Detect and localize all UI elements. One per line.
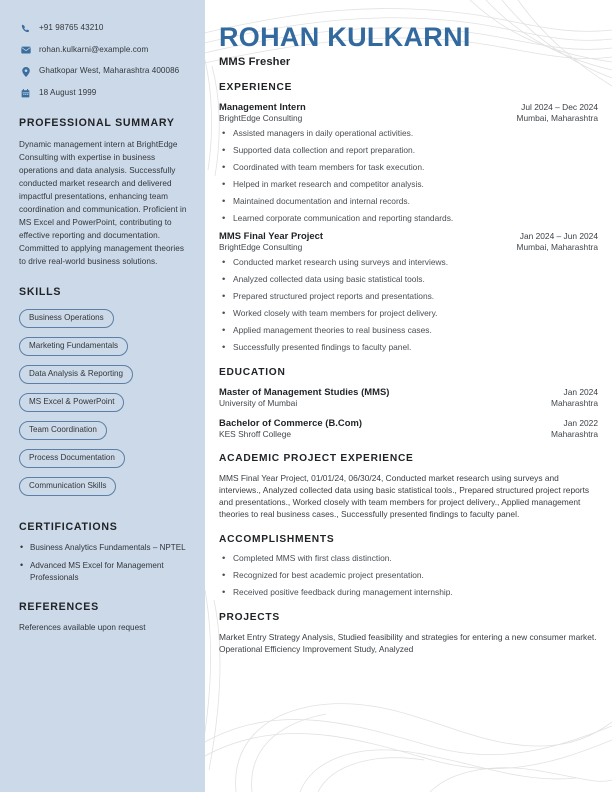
list-item: • Completed MMS with first class distinction.: [219, 553, 598, 564]
institution-location: Maharashtra: [550, 429, 598, 439]
list-item: • Maintained documentation and internal records.: [219, 196, 598, 207]
entry-title: Management Intern: [219, 101, 306, 112]
list-item: • Applied management theories to real business cases.: [219, 325, 598, 336]
references-heading: REFERENCES: [19, 601, 99, 614]
birthdate-text: 18 August 1999: [39, 88, 97, 97]
email-icon: [19, 44, 32, 54]
phone-icon: [19, 22, 32, 33]
degree-title: Master of Management Studies (MMS): [219, 386, 390, 397]
academic-project-text: MMS Final Year Project, 01/01/24, 06/30/24, Conducted market research using surveys and interviews., Analyzed collected data using basic statistical tools., Prepared structured project reports and presentations., Worked closely with team members for project delivery., Applied management theories to real business cases., Successfully presented findings to faculty panel.: [219, 473, 590, 519]
certifications-list: [19, 542, 189, 583]
list-item: • Assisted managers in daily operational activities.: [219, 128, 598, 139]
list-item: • Recognized for best academic project presentation.: [219, 570, 598, 581]
education-heading: EDUCATION: [219, 367, 286, 378]
entry-organization: BrightEdge Consulting: [219, 113, 303, 123]
skill-pill[interactable]: Business Operations: [19, 309, 114, 329]
email-text: rohan.kulkarni@example.com: [39, 44, 149, 54]
skill-pill[interactable]: Marketing Fundamentals: [19, 337, 128, 357]
degree-title: Bachelor of Commerce (B.Com): [219, 417, 363, 428]
experience-heading: EXPERIENCE: [219, 82, 293, 93]
experience-section: [219, 82, 598, 353]
list-item: • Helped in market research and competitor analysis.: [219, 179, 598, 190]
contact-list: [19, 22, 189, 99]
main-content: [205, 0, 612, 792]
list-item: • Supported data collection and report preparation.: [219, 145, 598, 156]
entry-date: Jul 2024 – Dec 2024: [521, 102, 598, 112]
accomplishments-section: [219, 534, 598, 598]
contact-phone[interactable]: [19, 22, 189, 34]
skills-heading: SKILLS: [19, 286, 62, 299]
education-entry: [219, 386, 598, 408]
institution-name: University of Mumbai: [219, 398, 298, 408]
skill-pill[interactable]: Team Coordination: [19, 421, 107, 441]
list-item: • Analyzed collected data using basic statistical tools.: [219, 274, 598, 285]
accomplishments-list: [219, 553, 598, 598]
education-section: [219, 367, 598, 439]
skills-list: [19, 307, 189, 503]
accomplishments-heading: ACCOMPLISHMENTS: [219, 534, 335, 545]
experience-entry: [219, 230, 598, 353]
entry-title: MMS Final Year Project: [219, 230, 324, 241]
certifications-heading: CERTIFICATIONS: [19, 521, 118, 534]
list-item: • Coordinated with team members for task execution.: [219, 162, 598, 173]
skill-pill[interactable]: Data Analysis & Reporting: [19, 365, 133, 385]
list-item: • Learned corporate communication and reporting standards.: [219, 213, 598, 224]
calendar-icon: [19, 87, 32, 98]
list-item: • Worked closely with team members for project delivery.: [219, 308, 598, 319]
academic-project-heading: ACADEMIC PROJECT EXPERIENCE: [219, 453, 414, 464]
projects-text: Market Entry Strategy Analysis, Studied feasibility and strategies for entering a new consumer market. Operational Efficiency Improvement Study, Analyzed: [219, 632, 597, 654]
experience-bullets: [219, 257, 598, 353]
projects-section: [219, 612, 598, 655]
list-item: • Received positive feedback during management internship.: [219, 587, 598, 598]
experience-bullets: [219, 128, 598, 224]
skill-pill[interactable]: Communication Skills: [19, 477, 116, 497]
institution-location: Maharashtra: [550, 398, 598, 408]
contact-birthdate: [19, 87, 189, 99]
institution-name: KES Shroff College: [219, 429, 292, 439]
skill-pill[interactable]: MS Excel & PowerPoint: [19, 393, 124, 413]
list-item: • Prepared structured project reports and presentations.: [219, 291, 598, 302]
location-icon: [19, 65, 32, 77]
list-item: • Advanced MS Excel for Management Professionals: [19, 560, 189, 583]
list-item: • Conducted market research using surveys and interviews.: [219, 257, 598, 268]
entry-location: Mumbai, Maharashtra: [516, 113, 598, 123]
list-item: • Successfully presented findings to faculty panel.: [219, 342, 598, 353]
contact-location: [19, 65, 189, 77]
entry-location: Mumbai, Maharashtra: [516, 242, 598, 252]
references-text: References available upon request: [19, 623, 146, 633]
academic-project-section: [219, 453, 598, 520]
professional-summary-text: Dynamic management intern at BrightEdge Consulting with expertise in business operations and data analysis. Successfully conducted market research and delivered impactful presentations, enhancing team coordination and communication. Proficient in MS Excel and PowerPoint, contributing to effective reporting and documentation. Committed to applying management theories to drive real-world business solutions.: [19, 139, 187, 267]
job-title: MMS Fresher: [219, 56, 291, 68]
phone-text: +91 98765 43210: [39, 23, 104, 32]
page-title: ROHAN KULKARNI: [219, 22, 471, 52]
entry-date: Jan 2024 – Jun 2024: [519, 231, 598, 241]
professional-summary-heading: PROFESSIONAL SUMMARY: [19, 116, 175, 129]
education-entry: [219, 417, 598, 439]
skill-pill[interactable]: Process Documentation: [19, 449, 125, 469]
degree-date: Jan 2022: [563, 418, 598, 428]
entry-organization: BrightEdge Consulting: [219, 242, 303, 252]
list-item: • Business Analytics Fundamentals – NPTEL: [19, 542, 189, 554]
sidebar: [0, 0, 205, 792]
experience-entry: [219, 101, 598, 224]
projects-heading: PROJECTS: [219, 612, 280, 623]
degree-date: Jan 2024: [563, 387, 598, 397]
contact-email[interactable]: [19, 44, 189, 56]
location-text: Ghatkopar West, Maharashtra 400086: [39, 66, 180, 75]
